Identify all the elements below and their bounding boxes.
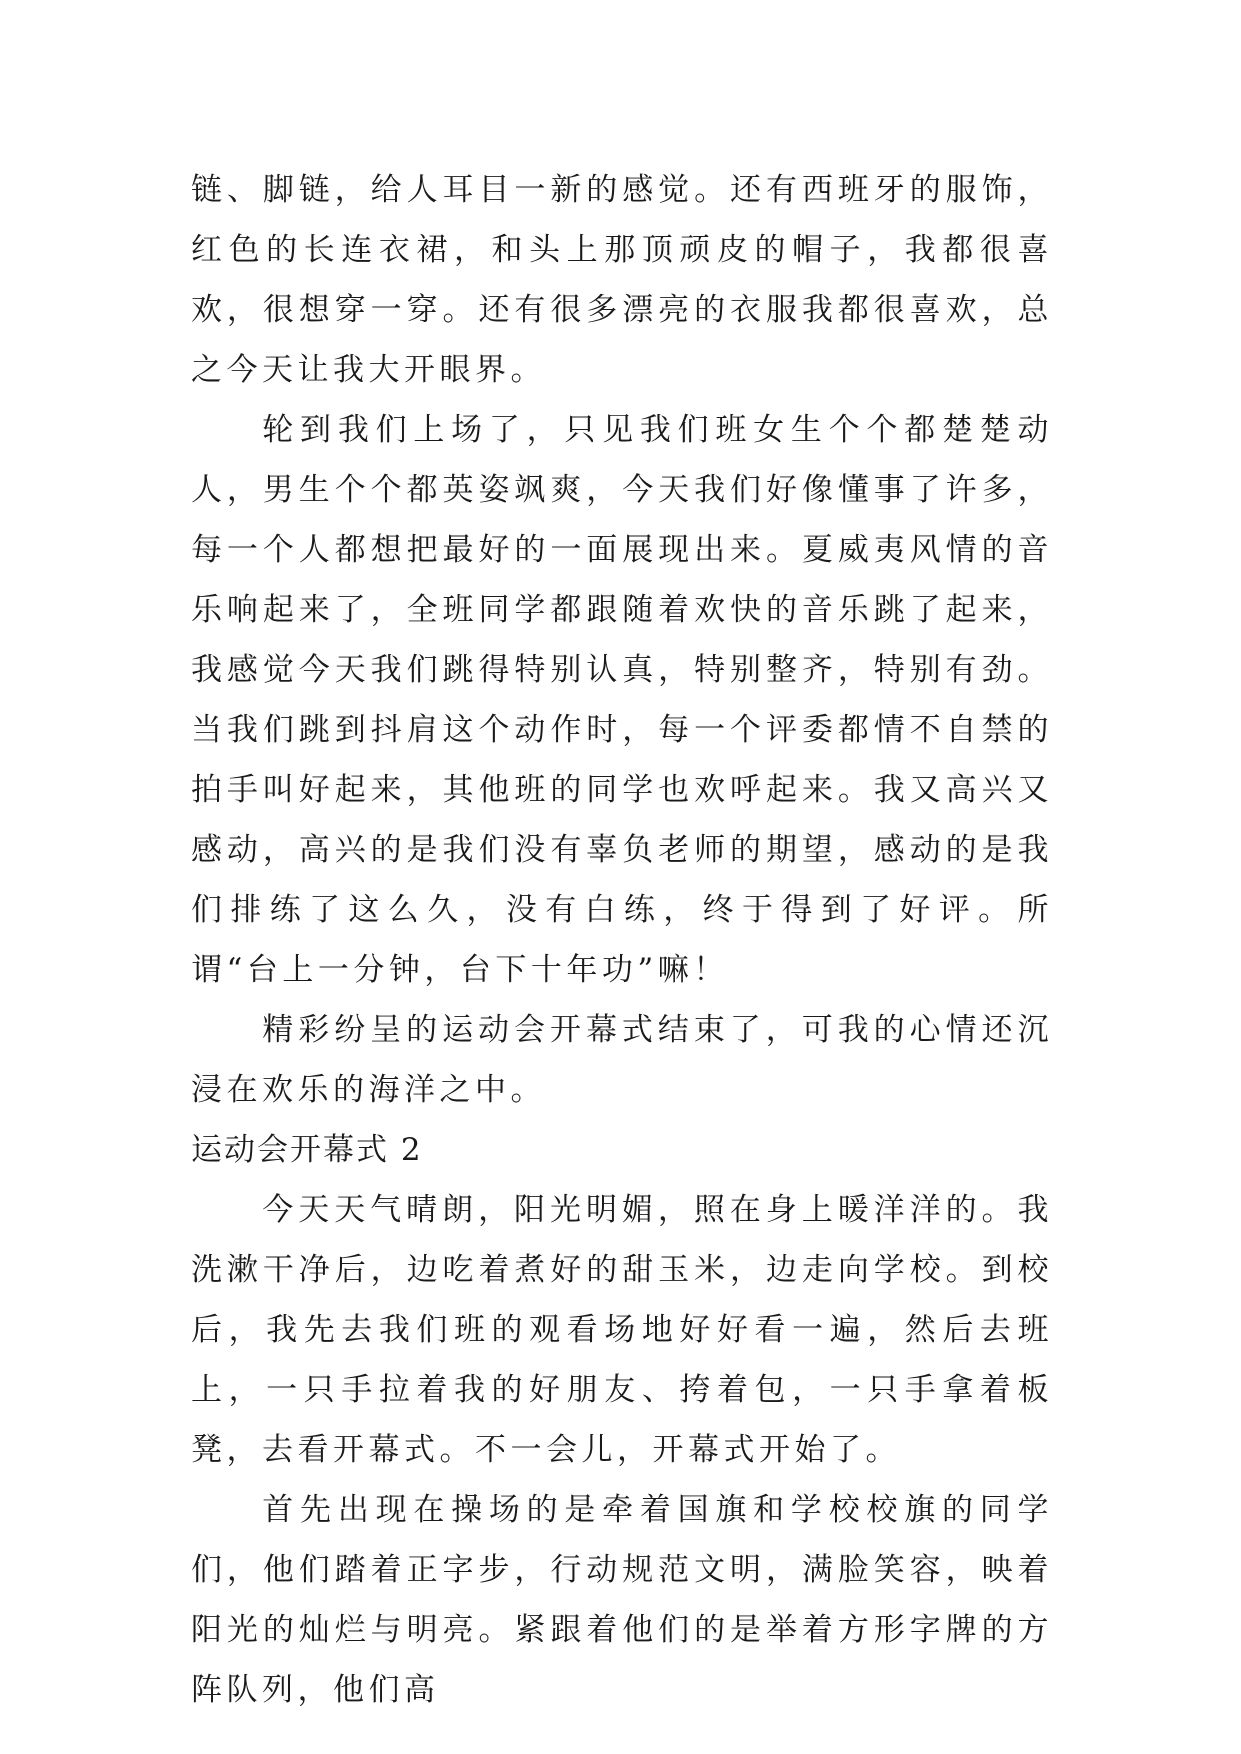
- paragraph-5: 首先出现在操场的是牵着国旗和学校校旗的同学们，他们踏着正字步，行动规范文明，满脸笑容，映着阳光的灿烂与明亮。紧跟着他们的是举着方形字牌的方阵队列，他们高: [191, 1492, 1053, 1708]
- paragraph-4: 今天天气晴朗，阳光明媚，照在身上暖洋洋的。我洗漱干净后，边吃着煮好的甜玉米，边走向学校。到校后，我先去我们班的观看场地好好看一遍，然后去班上，一只手拉着我的好朋友、挎着包，一只手拿着板凳，去看开幕式。不一会儿，开幕式开始了。: [191, 1192, 1053, 1468]
- paragraph-3: 精彩纷呈的运动会开幕式结束了，可我的心情还沉浸在欢乐的海洋之中。: [191, 1012, 1053, 1108]
- paragraph-2: 轮到我们上场了，只见我们班女生个个都楚楚动人，男生个个都英姿飒爽，今天我们好像懂事了许多，每一个人都想把最好的一面展现出来。夏威夷风情的音乐响起来了，全班同学都跟随着欢快的音乐跳了起来，我感觉今天我们跳得特别认真，特别整齐，特别有劲。当我们跳到抖肩这个动作时，每一个评委都情不自禁的拍手叫好起来，其他班的同学也欢呼起来。我又高兴又感动，高兴的是我们没有辜负老师的期望，感动的是我们排练了这么久，没有白练，终于得到了好评。所谓“台上一分钟，台下十年功”嘛！: [191, 412, 1053, 988]
- paragraph-1: 链、脚链，给人耳目一新的感觉。还有西班牙的服饰，红色的长连衣裙，和头上那顶顽皮的帽子，我都很喜欢，很想穿一穿。还有很多漂亮的衣服我都很喜欢，总之今天让我大开眼界。: [191, 172, 1053, 388]
- document-body: [191, 160, 1053, 1720]
- section-heading: 运动会开幕式 2: [191, 1132, 423, 1168]
